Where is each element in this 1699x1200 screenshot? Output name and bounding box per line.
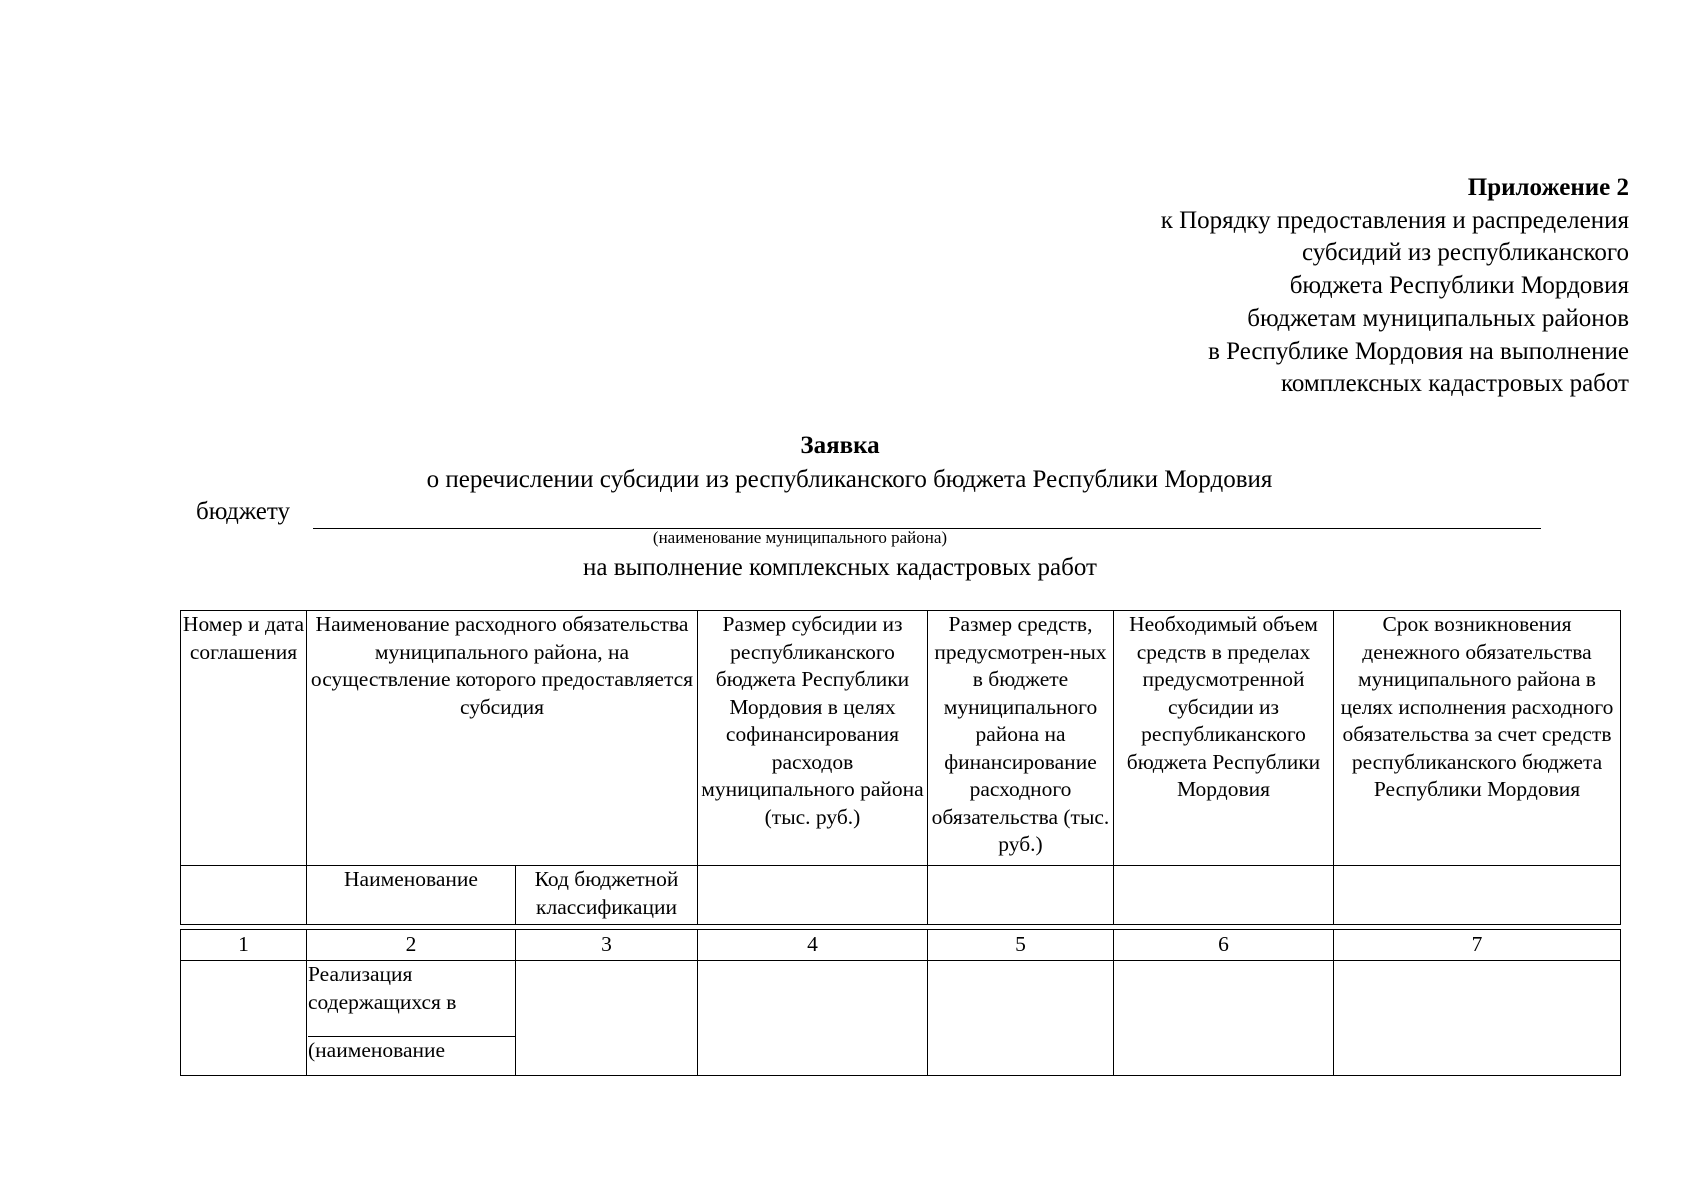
table-cell: [1114, 866, 1334, 925]
budget-label: бюджету: [196, 498, 290, 525]
header-cell: Необходимый объем средств в пределах предусмотренной субсидии из республиканского бюджета Республики Мордовия: [1114, 611, 1334, 866]
appendix-line: бюджета Республики Мордовия: [1289, 272, 1629, 300]
appendix-line: комплексных кадастровых работ: [1281, 370, 1629, 398]
header-row: [181, 611, 1621, 866]
table-cell: [181, 961, 307, 1076]
budget-note: (наименование муниципального района): [652, 528, 948, 547]
table-cell: [516, 961, 698, 1076]
appendix-line: субсидий из республиканского: [1301, 239, 1629, 267]
header-cell: Размер субсидии из республиканского бюджета Республики Мордовия в целях софинансирования расходов муниципального района (тыс. руб.): [698, 611, 928, 866]
column-number: 6: [1114, 930, 1334, 961]
header-cell: Размер средств, предусмотрен-ных в бюджете муниципального района на финансирование расходного обязательства (тыс. руб.): [928, 611, 1114, 866]
appendix-line: к Порядку предоставления и распределения: [1160, 206, 1629, 234]
table-cell: [928, 961, 1114, 1076]
table-cell: [181, 866, 307, 925]
column-number-row: [181, 930, 1621, 961]
header-cell: Наименование расходного обязательства муниципального района, на осуществление которого предоставляется субсидия: [307, 611, 698, 866]
document-subtitle: о перечислении субсидии из республиканского бюджета Республики Мордовия: [426, 466, 1273, 493]
column-number: 2: [307, 930, 516, 961]
column-number: 3: [516, 930, 698, 961]
appendix-block: [1161, 172, 1629, 401]
data-cell-note: (наименование: [308, 1038, 446, 1062]
column-number: 4: [698, 930, 928, 961]
application-table: [180, 610, 1621, 1076]
data-cell-name: [307, 961, 516, 1076]
appendix-line: в Республике Мордовия на выполнение: [1208, 337, 1629, 365]
table-cell: [698, 866, 928, 925]
table-cell: [698, 961, 928, 1076]
document-title: Заявка: [800, 432, 880, 459]
subheader-cell: Код бюджетной классификации: [516, 866, 698, 925]
table-cell: [1334, 866, 1621, 925]
subheader-cell: Наименование: [307, 866, 516, 925]
subheader-row: [181, 866, 1621, 925]
header-cell: Срок возникновения денежного обязательства муниципального района в целях исполнения расходного обязательства за счет средств республиканского бюджета Республики Мордовия: [1334, 611, 1621, 866]
data-row: [181, 961, 1621, 1076]
column-number: 7: [1334, 930, 1621, 961]
appendix-line: бюджетам муниципальных районов: [1247, 304, 1629, 332]
table-cell: [928, 866, 1114, 925]
table-cell: [1114, 961, 1334, 1076]
column-number: 1: [181, 930, 307, 961]
document-subtitle-2: на выполнение комплексных кадастровых работ: [583, 554, 1097, 581]
data-cell-text: Реализация содержащихся в: [308, 962, 457, 1014]
header-cell: Номер и дата соглашения: [181, 611, 307, 866]
column-number: 5: [928, 930, 1114, 961]
appendix-title: Приложение 2: [1467, 174, 1629, 201]
table-cell: [1334, 961, 1621, 1076]
